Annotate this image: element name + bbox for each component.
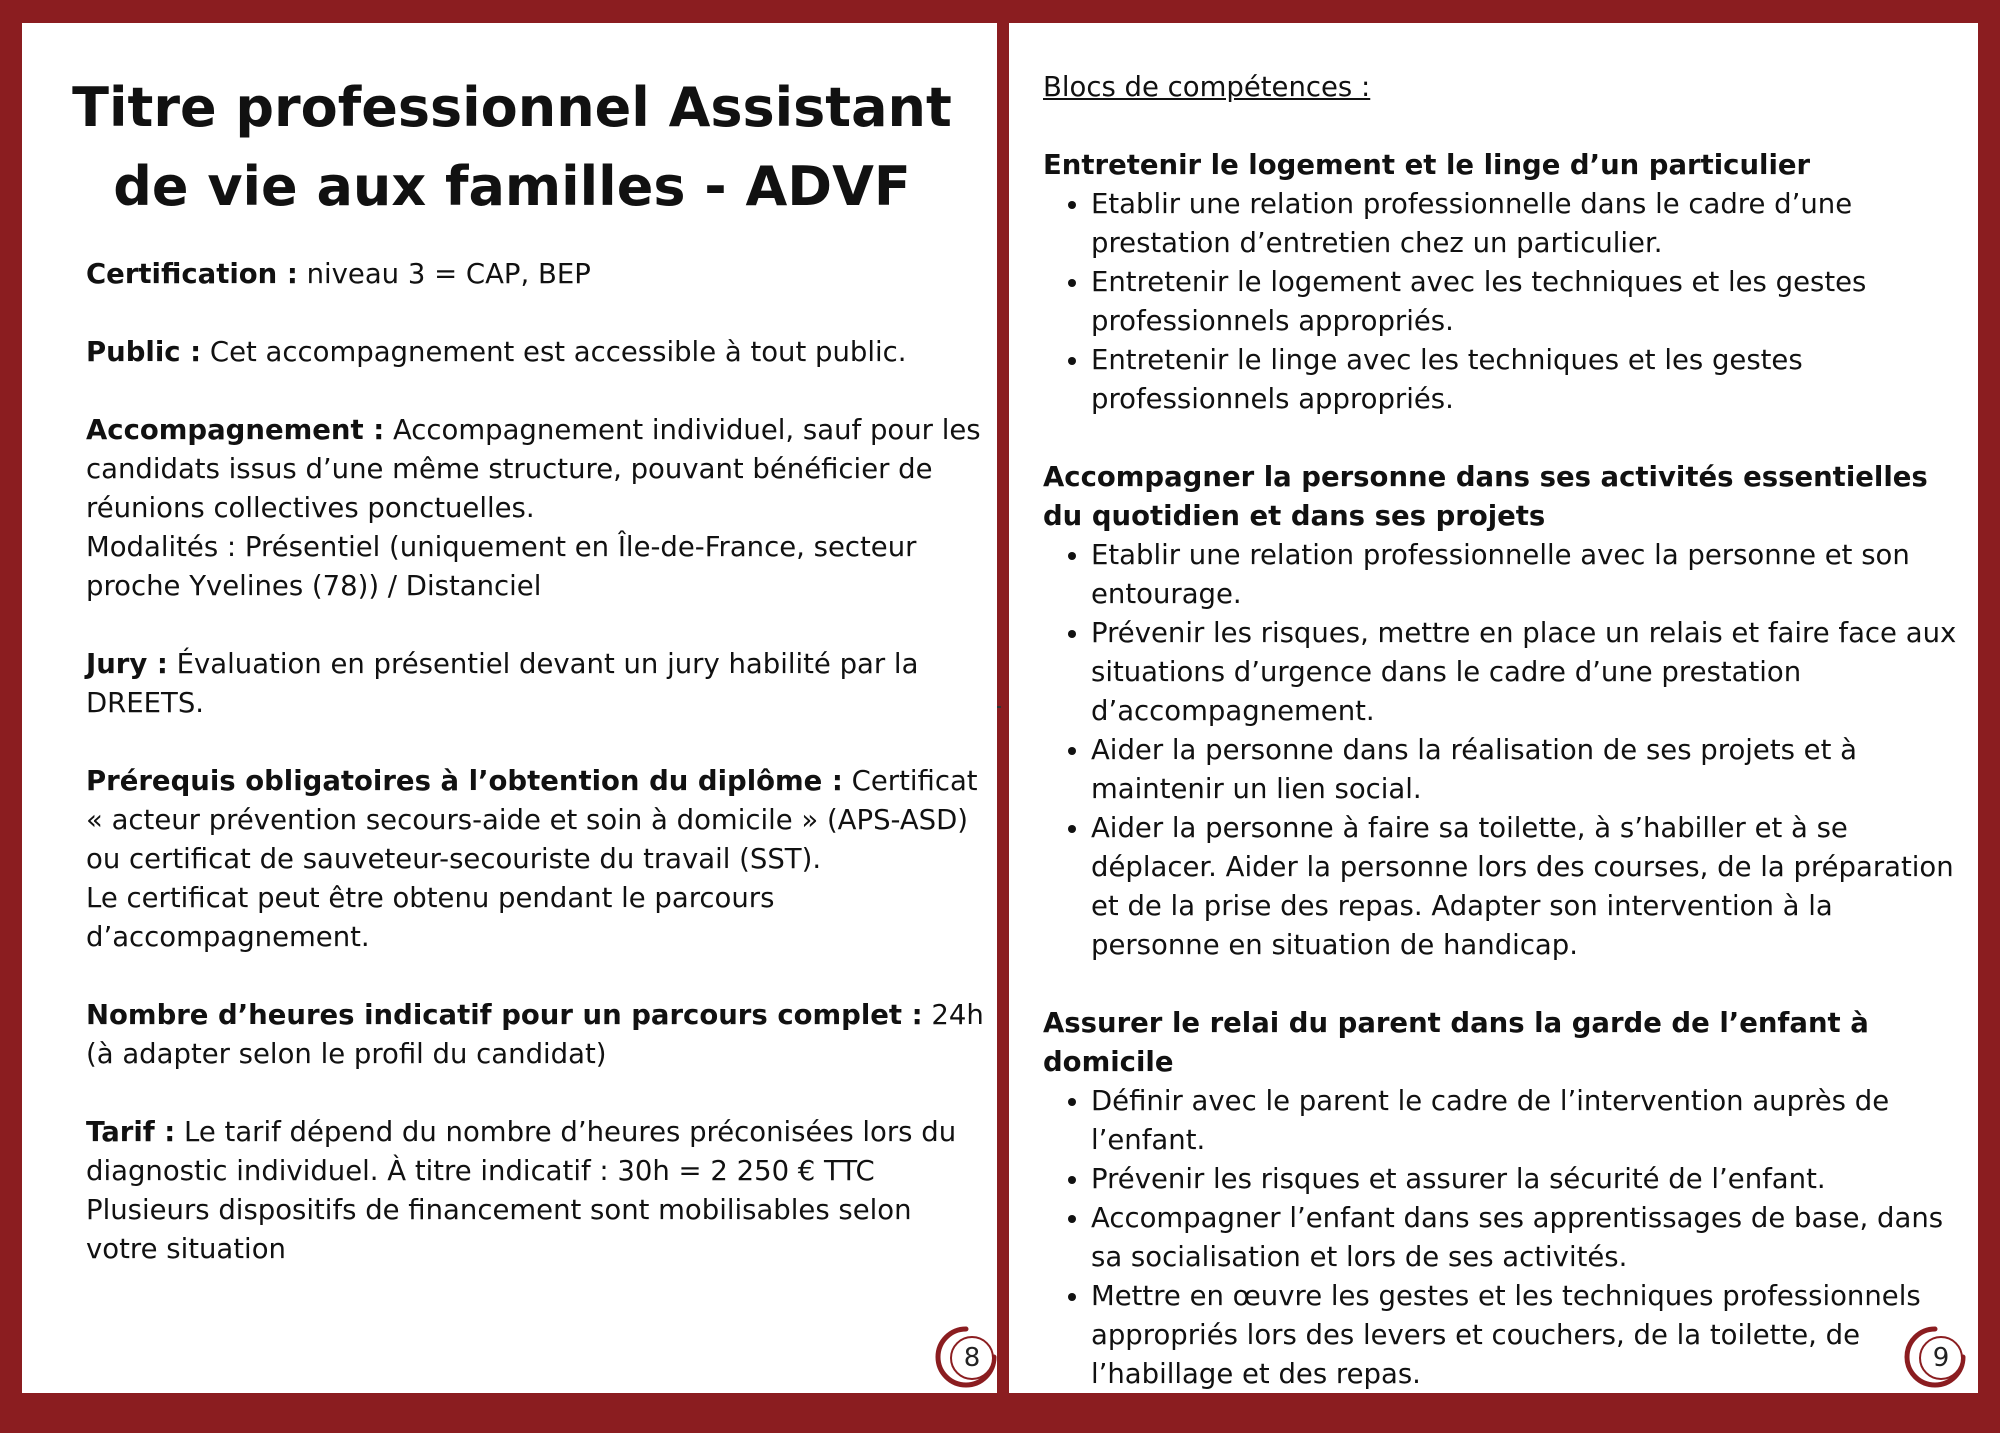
prerequis-note: Le certificat peut être obtenu pendant le parcours d’accompagnement.	[86, 882, 775, 953]
tarif-label: Tarif :	[86, 1116, 176, 1148]
certification-text: niveau 3 = CAP, BEP	[297, 258, 591, 290]
certification-section	[86, 255, 986, 294]
prerequis-label: Prérequis obligatoires à l’obtention du diplôme :	[86, 765, 843, 797]
list-item: • Mettre en œuvre les gestes et les techniques professionnels appropriés lors des levers et couchers, de la toilette, de l’habillage et des repas.	[1091, 1277, 1968, 1394]
list-item: • Etablir une relation professionnelle avec la personne et son entourage.	[1091, 536, 1968, 614]
right-page-content	[1043, 68, 1968, 1433]
competence-list	[1043, 185, 1968, 419]
page-number-badge: 9	[1919, 1336, 1963, 1380]
competence-block-title: Assurer le relai du parent dans la garde de l’enfant à domicile	[1043, 1007, 1869, 1078]
modalites-text: Modalités : Présentiel (uniquement en Île-de-France, secteur proche Yvelines (78)) / Distanciel	[86, 531, 917, 602]
list-item: • Définir avec le parent le cadre de l’intervention auprès de l’enfant.	[1091, 1082, 1968, 1160]
accompagnement-section	[86, 411, 986, 606]
tarif-text: Le tarif dépend du nombre d’heures préconisées lors du diagnostic individuel. À titre indicatif : 30h = 2 250 € TTC	[86, 1116, 957, 1187]
jury-text: Évaluation en présentiel devant un jury habilité par la DREETS.	[86, 648, 919, 719]
public-section	[86, 333, 986, 372]
list-item: • Prévenir les risques et assurer la sécurité de l’enfant.	[1091, 1160, 1968, 1199]
jury-section	[86, 645, 986, 723]
left-page-content	[86, 255, 986, 1308]
public-text: Cet accompagnement est accessible à tout public.	[201, 336, 907, 368]
prerequis-section	[86, 762, 986, 957]
tarif-section	[86, 1113, 986, 1269]
accompagnement-text: Accompagnement individuel, sauf pour les candidats issus d’une même structure, pouvant bénéficier de réunions collectives ponctuelles.	[86, 414, 981, 524]
center-divider-mark	[997, 706, 1001, 708]
list-item: • Aider la personne à faire sa toilette, à s’habiller et à se déplacer. Aider la personne lors des courses, de la préparation et de la prise des repas. Adapter son intervention à la personne en situation de handicap.	[1091, 809, 1968, 965]
competence-block	[1043, 1004, 1968, 1394]
prerequis-text: Certificat « acteur prévention secours-aide et soin à domicile » (APS-ASD) ou certificat de sauveteur-secouriste du travail (SST).	[86, 765, 978, 875]
left-page	[22, 23, 997, 1393]
accompagnement-label: Accompagnement :	[86, 414, 385, 446]
list-item: • Prévenir les risques, mettre en place un relais et faire face aux situations d’urgence dans le cadre d’une prestation d’accompagnement.	[1091, 614, 1968, 731]
competences-heading: Blocs de compétences :	[1043, 71, 1371, 103]
heures-section	[86, 996, 986, 1074]
heures-text: 24h (à adapter selon le profil du candidat)	[86, 999, 984, 1070]
competence-block	[1043, 458, 1968, 965]
competence-block	[1043, 146, 1968, 419]
right-page	[1009, 23, 1978, 1393]
list-item: • Etablir une relation professionnelle dans le cadre d’une prestation d’entretien chez un particulier.	[1091, 185, 1968, 263]
competence-list	[1043, 1082, 1968, 1394]
competence-block-title: Accompagner la personne dans ses activités essentielles du quotidien et dans ses projets	[1043, 461, 1928, 532]
list-item: • Entretenir le linge avec les techniques et les gestes professionnels appropriés.	[1091, 341, 1968, 419]
list-item: • Entretenir le logement avec les techniques et les gestes professionnels appropriés.	[1091, 263, 1968, 341]
competence-list	[1043, 536, 1968, 965]
list-item: • Aider la personne dans la réalisation de ses projets et à maintenir un lien social.	[1091, 731, 1968, 809]
list-item: • Accompagner l’enfant dans ses apprentissages de base, dans sa socialisation et lors de ses activités.	[1091, 1199, 1968, 1277]
page-title: Titre professionnel Assistant de vie aux familles - ADVF	[72, 76, 952, 218]
certification-label: Certification :	[86, 258, 298, 290]
tarif-note: Plusieurs dispositifs de financement sont mobilisables selon votre situation	[86, 1194, 912, 1265]
heures-label: Nombre d’heures indicatif pour un parcours complet :	[86, 999, 923, 1031]
competence-block-title: Entretenir le logement et le linge d’un particulier	[1043, 149, 1811, 181]
jury-label: Jury :	[86, 648, 168, 680]
public-label: Public :	[86, 336, 202, 368]
page-number-badge: 8	[950, 1336, 994, 1380]
